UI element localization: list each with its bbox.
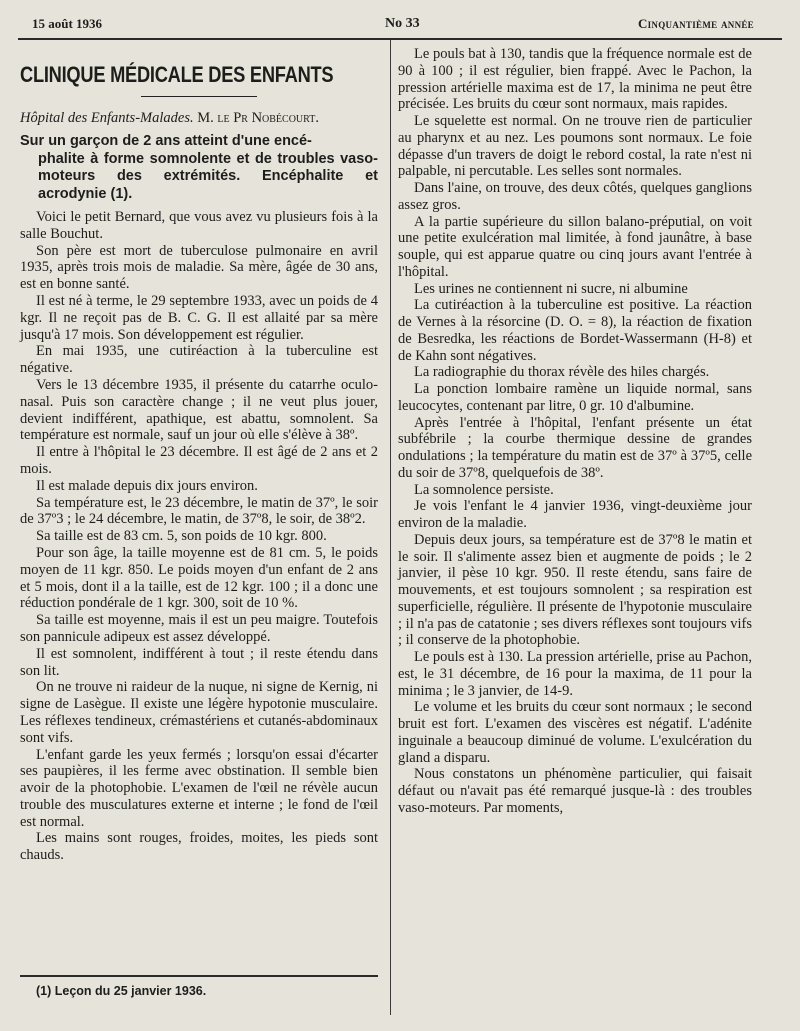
- paragraph: Le squelette est normal. On ne trouve rien de particulier au pharynx et au nez. Les poumons sont normaux. Le foie dépasse d'un travers de doigt le rebord costal, la rate n'est ni palpable, ni percutable. Les selles sont normales.: [398, 113, 752, 180]
- running-head: [18, 16, 778, 36]
- paragraph: Nous constatons un phénomène particulier, qui faisait défaut ou n'avait pas été remarqué jusque-là : des troubles vaso-moteurs. Par moments,: [398, 766, 752, 816]
- paragraph: Le pouls bat à 130, tandis que la fréquence normale est de 90 à 100 ; il est régulier, bien frappé. Avec le Pachon, la pression artérielle maxima est de 17, la minima ne peut être précisée. Les bruits du cœur sont normaux, mais rapides.: [398, 46, 752, 113]
- paragraph: Pour son âge, la taille moyenne est de 81 cm. 5, le poids moyen de 11 kgr. 850. Le poids moyen d'un enfant de 2 ans et 5 mois, dont il a la taille, est de 12 kgr. 100 ; il a donc une réduction pondérale de 1 kgr. 300, soit de 10 %.: [20, 544, 378, 612]
- paragraph: La somnolence persiste.: [414, 481, 554, 498]
- paragraph: La cutiréaction à la tuberculine est positive. La réaction de Vernes à la résorcine (D. O. = 8), la réaction de fixation de Besredka, les réactions de Bordet-Wassermann (H-8) et de Kahn sont négatives.: [398, 297, 752, 364]
- paragraph: En mai 1935, une cutiréaction à la tuberculine est négative.: [20, 343, 378, 377]
- left-body: [20, 209, 378, 864]
- issue-date: 15 août 1936: [32, 16, 103, 31]
- paragraph: Les mains sont rouges, froides, moites, les pieds sont chauds.: [20, 830, 378, 864]
- paragraph: La radiographie du thorax révèle des hiles chargés.: [414, 364, 710, 381]
- paragraph: On ne trouve ni raideur de la nuque, ni signe de Kernig, ni signe de Lasègue. Il existe une légère hypotonie musculaire. Les réflexes tendineux, crémastériens et cutanés-abdominaux sont vifs.: [20, 679, 378, 746]
- header-rule: [18, 38, 782, 40]
- paragraph: Après l'entrée à l'hôpital, l'enfant présente un état subfébrile ; la courbe thermique dessine de grandes ondulations ; la température du matin est de 37º à 37º5, celle du soir de 37º8, quelquefois de 38º.: [398, 414, 752, 481]
- author-name: M. le Pr Nobécourt.: [193, 110, 319, 126]
- hospital-name: Hôpital des Enfants-Malades.: [20, 110, 194, 126]
- paragraph: Le volume et les bruits du cœur sont normaux ; le second bruit est fort. L'examen des viscères est négatif. L'adénite inguinale a beaucoup diminué de volume. L'exulcération du gland a disparu.: [398, 699, 752, 766]
- paragraph: Les urines ne contiennent ni sucre, ni albumine: [414, 280, 688, 297]
- lesson-title-rest: phalite à forme somnolente et de troubles vaso-moteurs des extrémités. Encéphalite et acrodynie (1).: [38, 150, 378, 202]
- hospital-line: [20, 109, 378, 127]
- paragraph: Je vois l'enfant le 4 janvier 1936, vingt-deuxième jour environ de la maladie.: [398, 498, 752, 531]
- lesson-title: [20, 133, 378, 203]
- paragraph: Il est somnolent, indifférent à tout ; il reste étendu dans son lit.: [20, 645, 378, 679]
- paragraph: Sa taille est de 83 cm. 5, son poids de 10 kgr. 800.: [36, 528, 327, 545]
- paragraph: Sa taille est moyenne, mais il est un peu maigre. Toutefois son pannicule adipeux est assez développé.: [20, 612, 378, 645]
- paragraph: Voici le petit Bernard, que vous avez vu plusieurs fois à la salle Bouchut.: [20, 209, 378, 242]
- volume-year: Cinquantième année: [637, 16, 754, 31]
- paragraph: Sa température est, le 23 décembre, le matin de 37º, le soir de 37º3 ; le 24 décembre, le matin, de 37º8, le soir, de 38º2.: [20, 494, 378, 528]
- paragraph: La ponction lombaire ramène un liquide normal, sans leucocytes, contenant par litre, 0 gr. 10 d'albumine.: [398, 381, 752, 414]
- paragraph: Il est malade depuis dix jours environ.: [36, 477, 258, 494]
- paragraph: Depuis deux jours, sa température est de 37º8 le matin et le soir. Il s'alimente assez bien et augmente de poids ; le 2 janvier, il pèse 10 kgr. 950. Il reste étendu, sans faire de mouvements, et est toujours somnolent ; sa respiration est superficielle, régulière. Il présente de l'hypotonie musculaire ; il n'a pas de catatonie ; ses divers réflexes sont toujours vifs ; il conserve de la photophobie.: [398, 531, 752, 649]
- column-divider: [390, 40, 391, 1015]
- section-title: CLINIQUE MÉDICALE DES ENFANTS: [20, 62, 334, 87]
- lesson-title-first-line: Sur un garçon de 2 ans atteint d'une encé-: [20, 133, 312, 149]
- right-body: [398, 46, 752, 817]
- paragraph: Vers le 13 décembre 1935, il présente du catarrhe oculo-nasal. Puis son caractère change ; il ne veut plus jouer, devient indifférent, apathique, est abattu, somnolent. Sa température est normale, sauf un jour où elle s'élève à 38º.: [20, 376, 378, 444]
- paragraph: Dans l'aine, on trouve, des deux côtés, quelques ganglions assez gros.: [398, 180, 752, 213]
- title-rule: [141, 96, 257, 97]
- paragraph: Le pouls est à 130. La pression artérielle, prise au Pachon, est, le 31 décembre, de 16 pour la maxima, de 11 pour la minima ; le 3 janvier, de 14-9.: [398, 649, 752, 699]
- paragraph: Son père est mort de tuberculose pulmonaire en avril 1935, après trois mois de maladie. Sa mère, âgée de 30 ans, est en bonne santé.: [20, 242, 378, 293]
- footnote: (1) Leçon du 25 janvier 1936.: [36, 984, 207, 998]
- paragraph: L'enfant garde les yeux fermés ; lorsqu'on essai d'écarter ses paupières, il les ferme avec obstination. Il semble bien avoir de la photophobie. L'examen de l'œil ne révèle aucun trouble des musculatures externe et interne ; le fond de l'œil est normal.: [20, 746, 378, 830]
- issue-number: No 33: [385, 16, 420, 31]
- paragraph: Il est né à terme, le 29 septembre 1933, avec un poids de 4 kgr. Il ne reçoit pas de B. C. G. Il est allaité par sa mère jusqu'à 17 mois. Son développement est régulier.: [20, 292, 378, 343]
- paragraph: Il entre à l'hôpital le 23 décembre. Il est âgé de 2 ans et 2 mois.: [20, 444, 378, 477]
- paragraph: A la partie supérieure du sillon balano-préputial, on voit une petite exulcération mal limitée, à fond jaunâtre, à base souple, qui est apparue quatre ou cinq jours avant l'entrée à l'hôpital.: [398, 213, 752, 280]
- right-column: [398, 46, 752, 817]
- left-column: [20, 50, 378, 864]
- footnote-rule: [20, 975, 378, 977]
